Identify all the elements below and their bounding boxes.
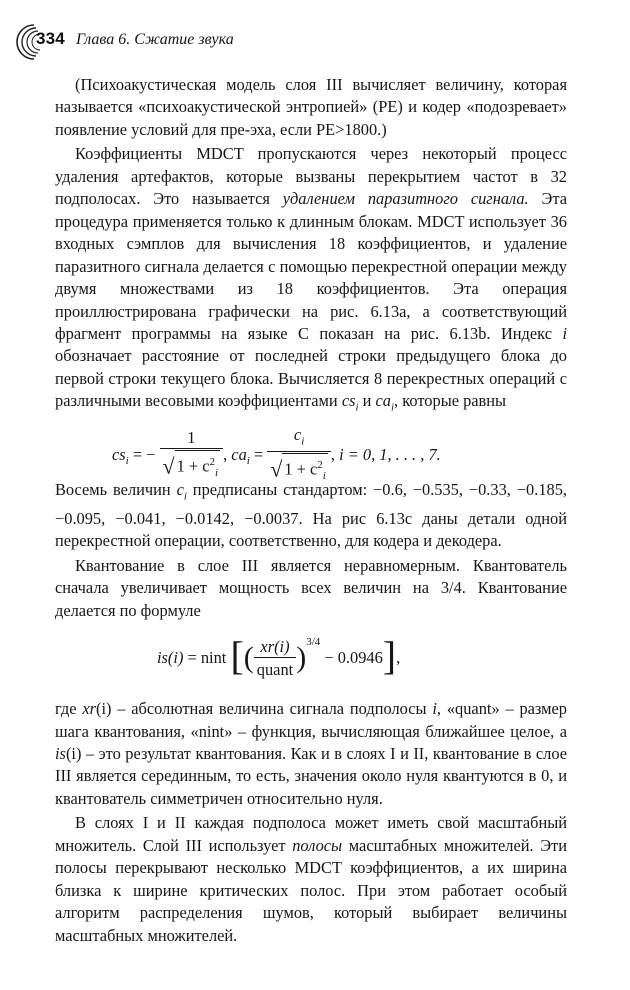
page-body (55, 74, 567, 949)
bracket-left-icon: [ (230, 633, 244, 679)
emphasis-text: полосы (292, 835, 343, 855)
math-var: ca (231, 444, 247, 464)
paragraph-3 (55, 479, 567, 553)
paragraph-5 (55, 698, 567, 810)
radicand (282, 453, 327, 487)
text-run: и (358, 391, 376, 411)
paren-right-icon: ) (296, 641, 307, 675)
fraction (160, 428, 224, 484)
math-op: , (396, 648, 401, 668)
text-run: Эта процедура применяется только к длинным блокам. MDCT использует 36 входных сэмплов для вычисления 18 коэффициентов, и удаление паразитного сигнала делается с помощью перекрестной операции между двумя множествами из 18 коэффициентов. Эта операция проиллюстрирована графически на рис. 6.13a, а соответствующий фрагмент программы на языке C показан на рис. 6.13b. Индекс (55, 189, 567, 343)
math-var: is(i) (157, 648, 184, 668)
math-expr: − 0.0946 (320, 648, 383, 668)
text-run: (i) – абсолютная величина сигнала подполосы (96, 699, 433, 719)
page-header (14, 22, 614, 62)
denominator (267, 451, 331, 487)
paragraph-6 (55, 812, 567, 947)
math-op: , (330, 444, 335, 464)
math-sub: i (355, 401, 359, 414)
math-sub: i (125, 455, 129, 468)
text-run: Восемь величин (55, 480, 177, 500)
text-run: Коэффициенты MDCT пропускаются через некоторый процесс удаления артефактов, которые вызваны перекрытием частот в 32 подполосах. Это называется (55, 144, 567, 209)
math-op: = nint (183, 648, 227, 668)
fraction (254, 637, 296, 681)
denominator: quant (254, 657, 296, 681)
math-var: cs (341, 391, 356, 411)
paragraph-1: (Психоакустическая модель слоя III вычисляет величину, которая называется «психоакустической энтропией» (PE) и кодер «подозревает» появление условий для пре-эха, если PE>1800.) (55, 75, 567, 139)
text-run: масштабных множителей. Эти полосы перекрывают несколько MDCT коэффициентов, а их ширина близка к ширине критических полос. При этом работает особый алгоритм распределения шумов, который выбирает величины масштабных множителей. (55, 835, 567, 945)
emphasis-text: удалением паразитного сигнала. (282, 189, 529, 209)
text-run: (i) – это результат квантования. Как и в слоях I и II, квантование в слое III является серединным, то есть, значения около нуля квантуются в 0, и квантователь симметричен относительно нуля. (55, 743, 567, 808)
math-var: c (293, 425, 302, 445)
math-sup: 3/4 (306, 636, 321, 649)
math-op: , (223, 444, 228, 464)
text-run: предписаны стандартом: −0.6, −0.535, −0.33, −0.185, −0.095, −0.041, −0.0142, −0.0037. На рис 6.13c даны детали одной перекрестной операции, соответственно, для кодера и декодера. (55, 480, 567, 551)
math-sub: i (390, 401, 395, 414)
math-sub: i (301, 435, 305, 448)
math-var: xr(i) (260, 637, 290, 657)
math-sub: i (183, 490, 187, 503)
math-op: = (249, 444, 268, 464)
running-title: Глава 6. Сжатие звука (76, 31, 234, 48)
math-var: cs (112, 444, 126, 464)
text-run: , которые равны (394, 391, 507, 411)
math-var: xr (82, 699, 96, 719)
math-var: ca (375, 391, 391, 411)
math-expr: 1 + c (176, 456, 210, 476)
formula-quantization (55, 628, 567, 698)
numerator (267, 425, 331, 451)
sqrt-icon: √ (162, 453, 175, 479)
numerator: 1 (187, 428, 196, 448)
math-var: is (55, 743, 66, 763)
numerator (254, 637, 296, 657)
math-sup: 2 (209, 456, 216, 469)
formula-cs-ca (55, 421, 567, 483)
paragraph-4: Квантование в слое III является неравномерным. Квантователь сначала увеличивает мощность всех величин на 3/4. Квантование делается по формуле (55, 555, 567, 620)
radicand (175, 450, 220, 484)
math-op: = − (128, 444, 156, 464)
paren-left-icon: ( (243, 641, 254, 675)
math-var: i (562, 323, 567, 343)
fraction (267, 425, 331, 487)
text-run: обозначает расстояние от последней строки предыдущего блока до первой строки текущего блока. Вычисляется 8 перекрестных операций с различными весовыми коэффициентами (55, 346, 567, 411)
text-run: где (55, 699, 83, 719)
math-range: i = 0, 1, . . . , 7. (339, 444, 441, 464)
denominator (160, 448, 224, 484)
text-run: , «quant» – размер шага квантования, «nint» – функция, вычисляющая ближайшее целое, а (55, 699, 568, 741)
text-run: В слоях I и II каждая подполоса может иметь свой масштабный множитель. Слой III использует (55, 813, 567, 855)
math-sub: i (215, 466, 219, 479)
math-sup: 2 (317, 459, 323, 472)
math-var: i (432, 699, 437, 719)
paragraph-2 (55, 143, 567, 419)
bracket-right-icon: ] (382, 633, 397, 679)
math-var: c (176, 480, 184, 500)
math-sub: i (322, 470, 326, 483)
math-expr: 1 + c (284, 459, 318, 479)
page-number: 334 (36, 29, 65, 48)
sqrt-icon: √ (270, 456, 283, 482)
math-sub: i (246, 455, 250, 468)
